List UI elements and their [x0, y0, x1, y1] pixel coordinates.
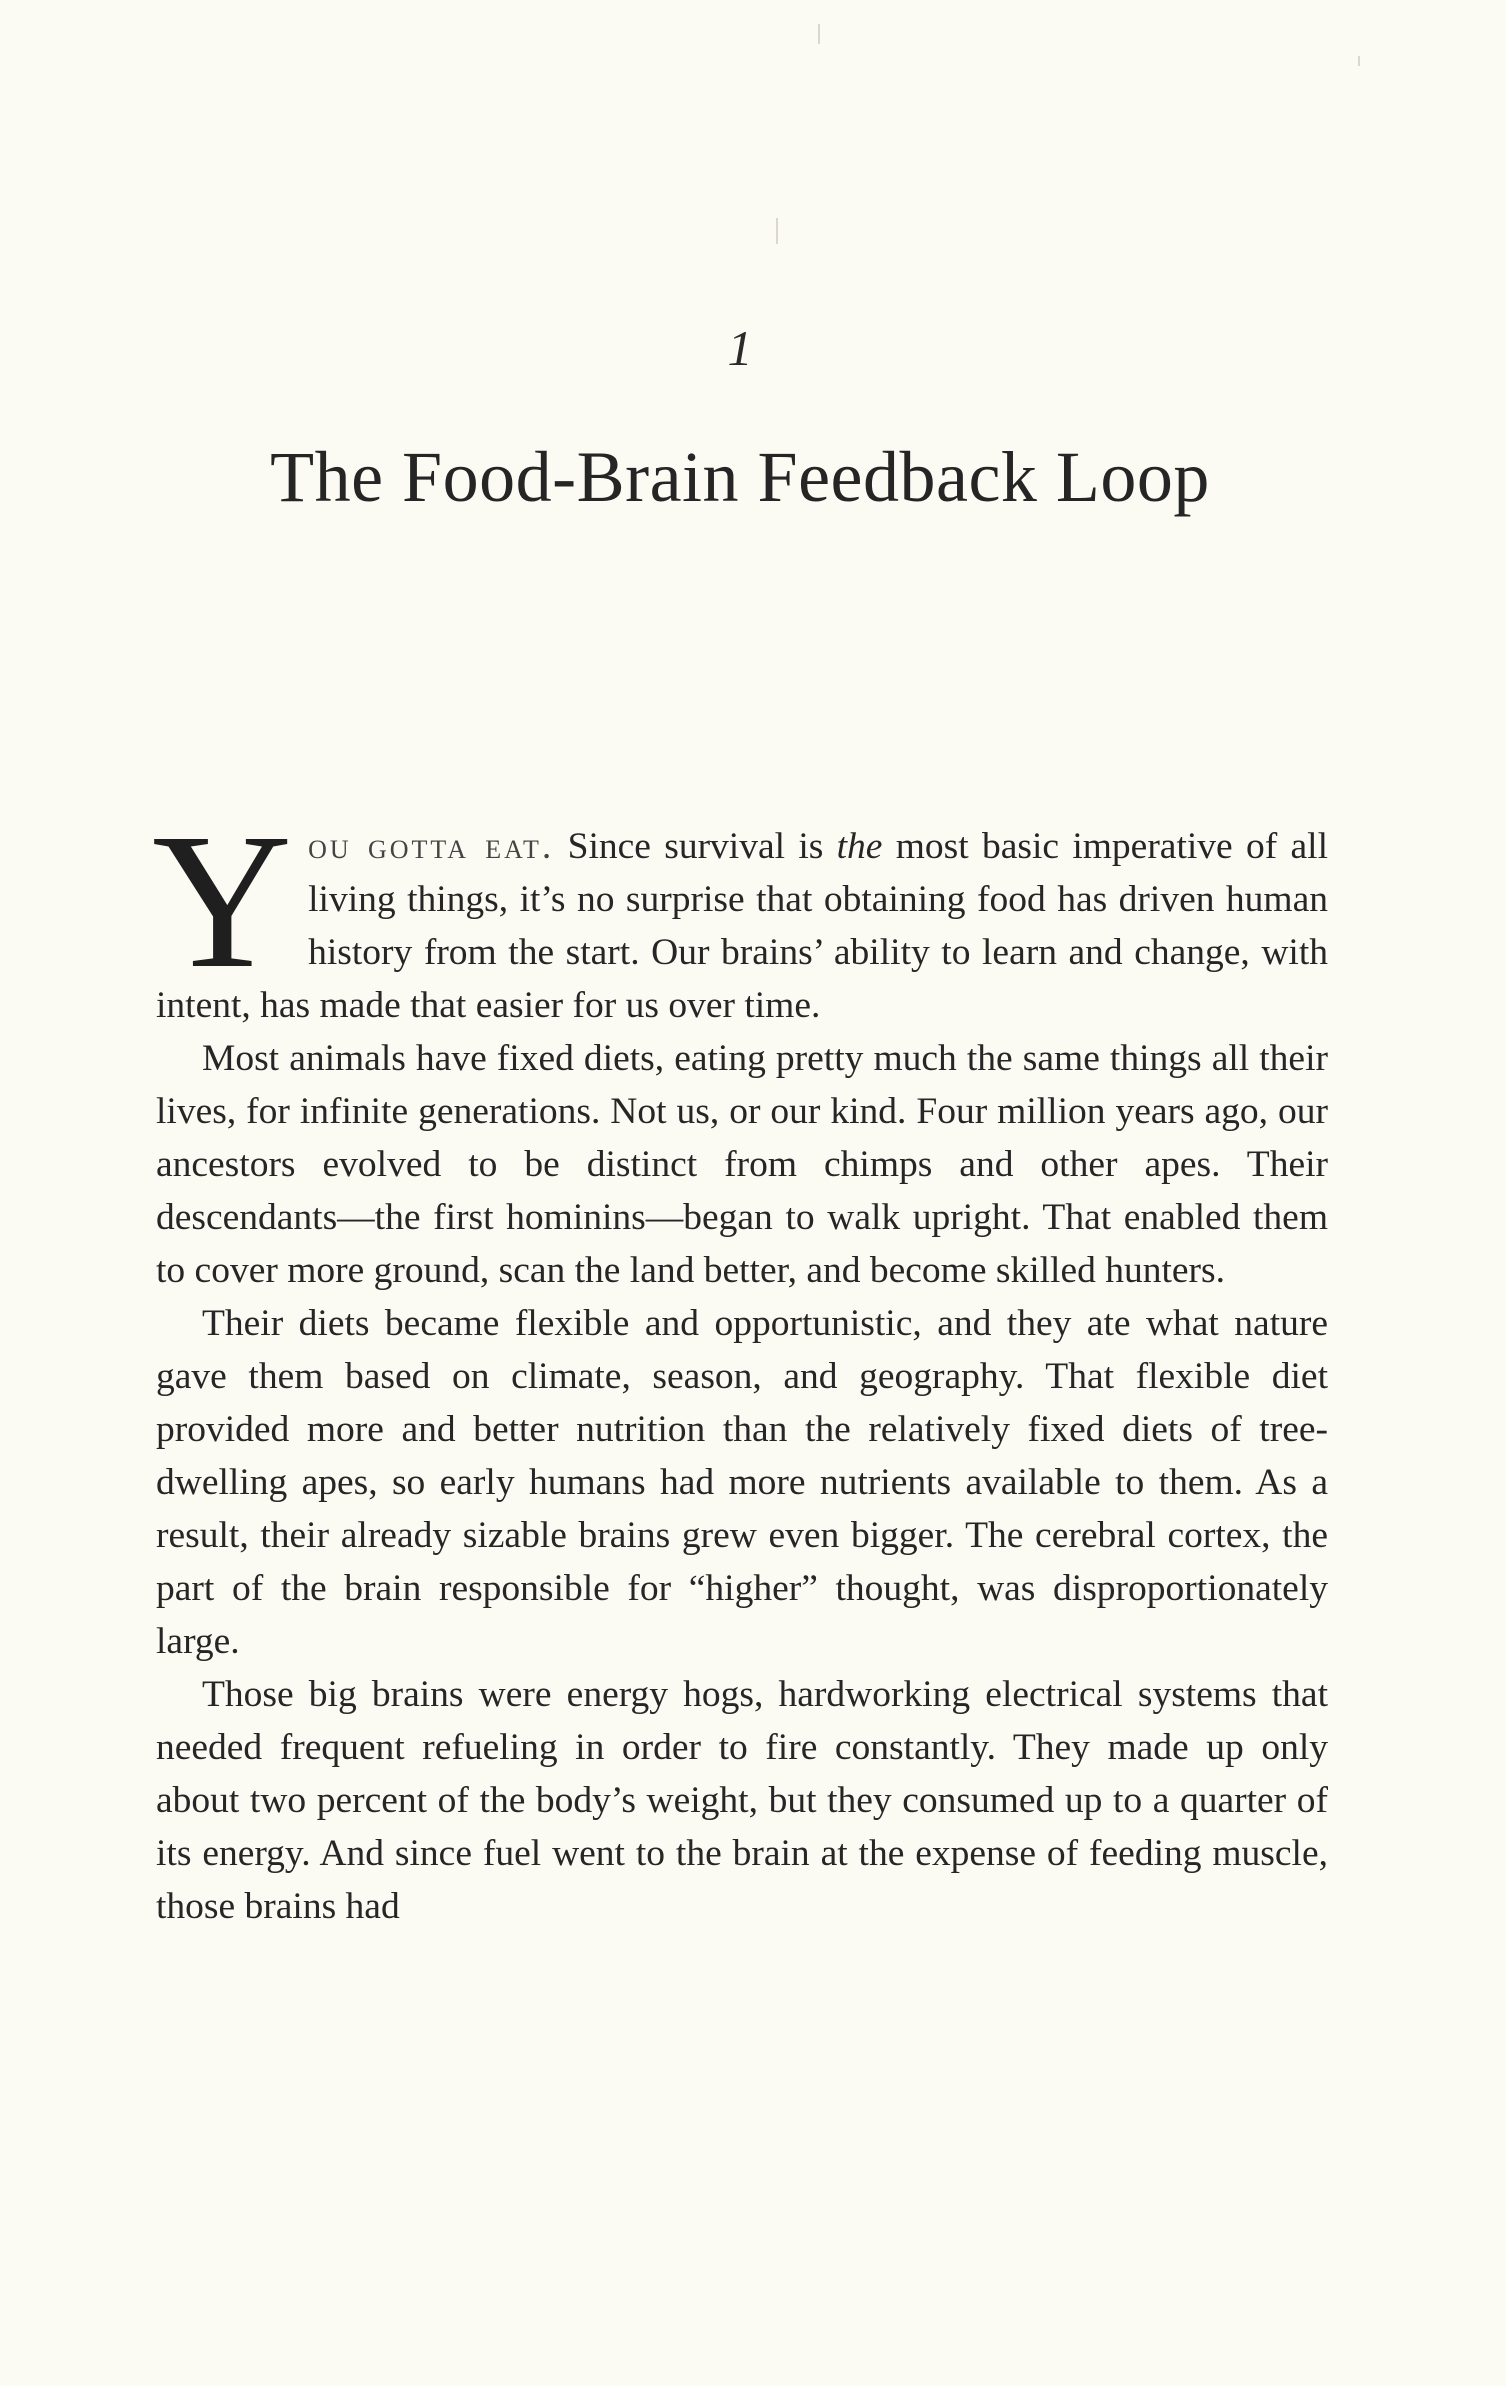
drop-cap: Y: [152, 793, 293, 1008]
opening-text-b: most basic imperative of all living things, it’s no surprise that obtaining food has driven human history from the start. Our brains’ ability to learn and change, with intent, has made that easier for us over time.: [156, 826, 1328, 1026]
scan-speck: [818, 24, 820, 44]
opening-smallcaps: ou gotta eat.: [308, 826, 555, 867]
opening-italic: the: [836, 826, 883, 867]
chapter-number: 1: [727, 320, 753, 376]
paragraph-3: Their diets became flexible and opportunistic, and they ate what nature gave them based on climate, season, and geography. That flexible diet provided more and better nutrition than the relatively fixed diets of tree-dwelling apes, so early humans had more nutrients available to them. As a result, their already sizable brains grew even bigger. The cerebral cortex, the part of the brain responsible for “higher” thought, was disproportionately large.: [156, 1303, 1328, 1662]
scan-speck: [776, 218, 778, 244]
paragraph-opening: [152, 793, 1328, 1032]
paragraph-2: Most animals have fixed diets, eating pretty much the same things all their lives, for infinite generations. Not us, or our kind. Four million years ago, our ancestors evolved to be distinct from chimps and other apes. Their descendants—the first hominins—began to walk upright. That enabled them to cover more ground, scan the land better, and become skilled hunters.: [156, 1038, 1328, 1291]
opening-text-a: Since survival is: [554, 826, 837, 867]
paragraph-4: Those big brains were energy hogs, hardworking electrical systems that needed frequent refueling in order to fire constantly. They made up only about two percent of the body’s weight, but they consumed up to a quarter of its energy. And since fuel went to the brain at the expense of feeding muscle, those brains had: [156, 1674, 1328, 1927]
chapter-title: The Food-Brain Feedback Loop: [270, 437, 1210, 517]
chapter-body: [152, 793, 1328, 1933]
scan-speck: [1358, 56, 1360, 66]
